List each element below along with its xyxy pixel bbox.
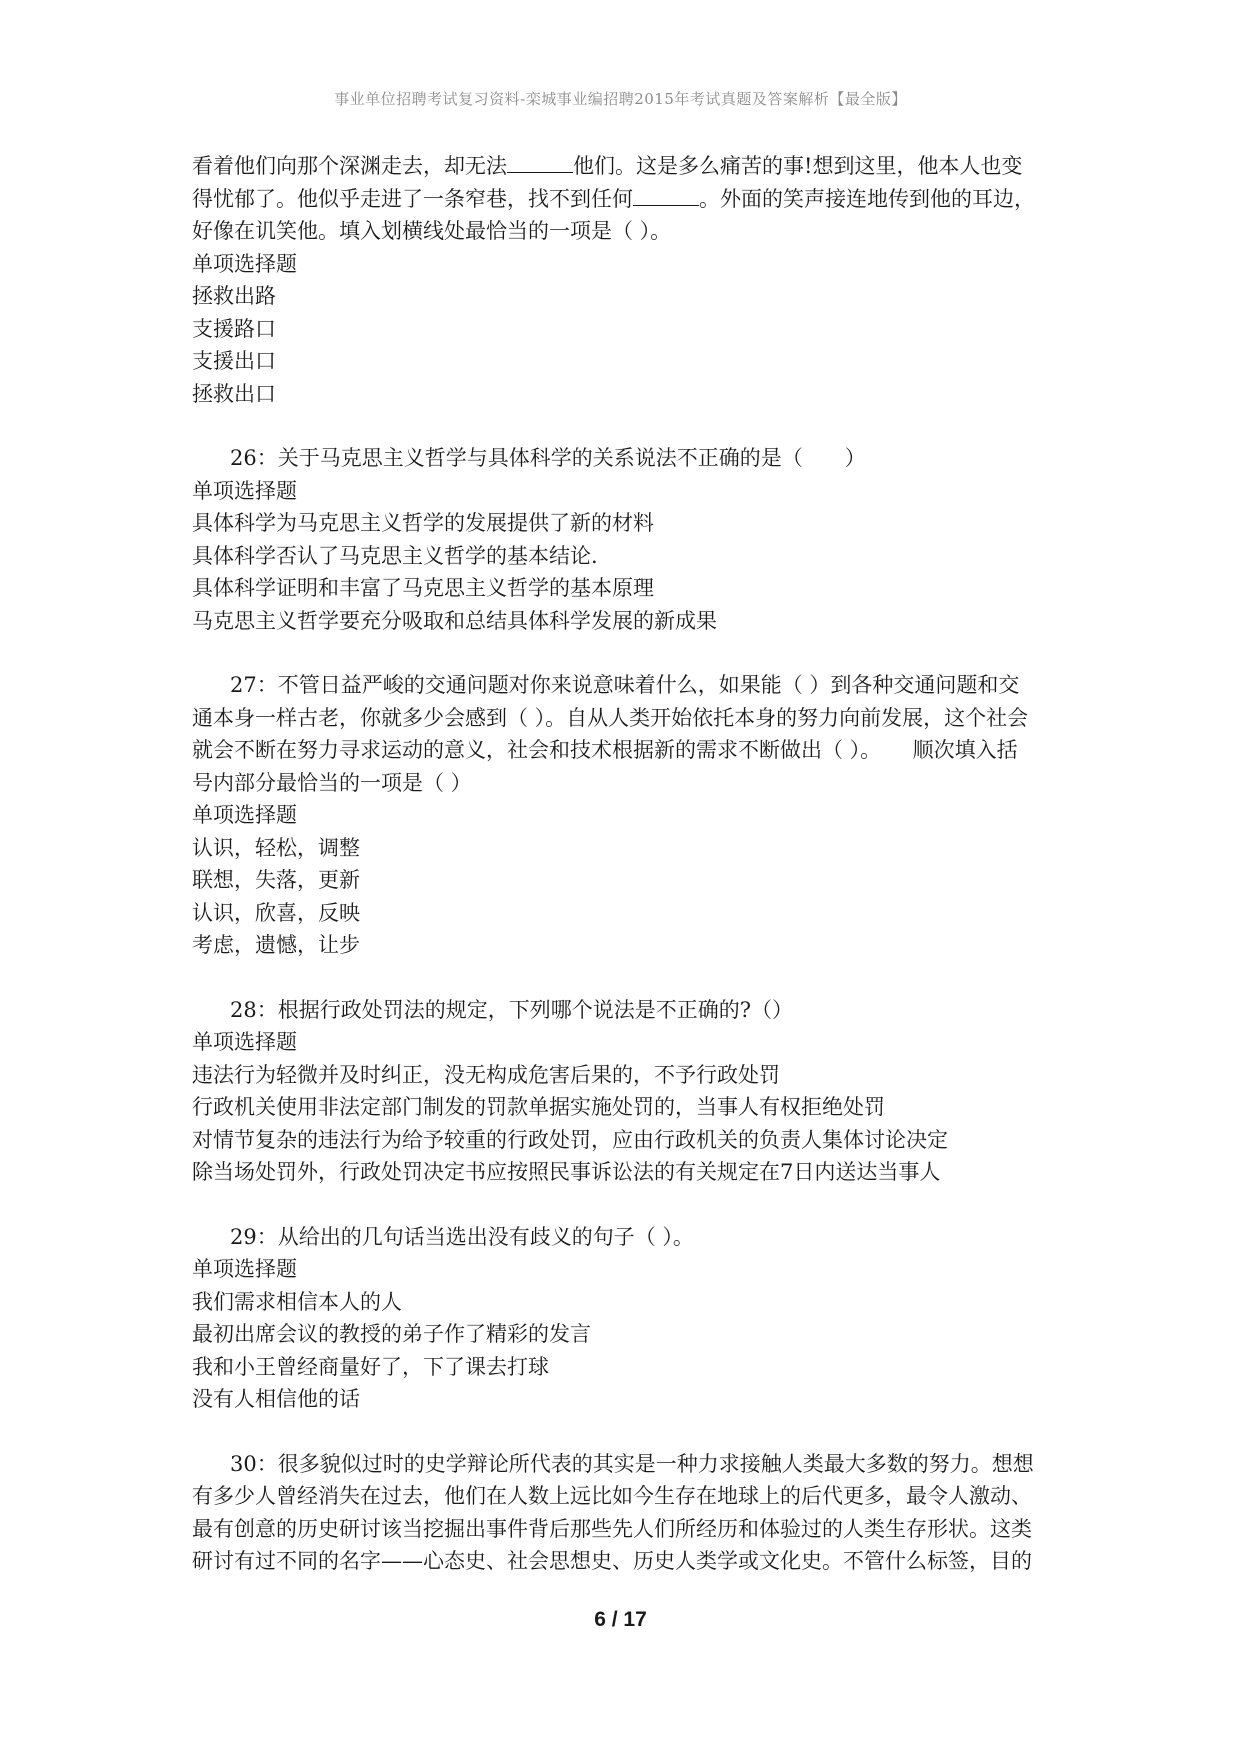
option: 最初出席会议的教授的弟子作了精彩的发言: [192, 1322, 591, 1346]
question-type: 单项选择题: [192, 1030, 297, 1054]
question-stem: 26：关于马克思主义哲学与具体科学的关系说法不正确的是（ ）: [230, 446, 866, 470]
question-stem-line: 通本身一样古老，你就多少会感到（ ）。自从人类开始依托本身的努力向前发展，这个社会: [192, 705, 1029, 730]
option: 除当场处罚外，行政处罚决定书应按照民事诉讼法的有关规定在7日内送达当事人: [192, 1160, 941, 1184]
question-stem-line: 研讨有过不同的名字——心态史、社会思想史、历史人类学或文化史。不管什么标签，目的: [192, 1549, 1032, 1573]
question-25: [192, 150, 1072, 410]
question-25-stem-line-1: [192, 150, 1072, 183]
option: 我们需求相信本人的人: [192, 1289, 402, 1314]
option: 马克思主义哲学要充分吸取和总结具体科学发展的新成果: [192, 608, 717, 633]
question-27: [192, 669, 1072, 962]
option: 认识，欣喜，反映: [192, 900, 360, 925]
question-29: [192, 1221, 1072, 1416]
page-number: 6 / 17: [594, 1608, 647, 1631]
fill-blank: [633, 185, 699, 206]
option: 联想，失落，更新: [192, 868, 360, 892]
option: 具体科学证明和丰富了马克思主义哲学的基本原理: [192, 576, 654, 600]
fill-blank: [507, 152, 573, 173]
option: 拯救出路: [192, 284, 276, 308]
option: 具体科学为马克思主义哲学的发展提供了新的材料: [192, 511, 654, 535]
question-26: [192, 442, 1072, 637]
stem-text: 。外面的笑声接连地传到他的耳边，: [699, 186, 1035, 211]
question-25-stem-line-3: 好像在讥笑他。填入划横线处最恰当的一项是（ ）。: [192, 219, 672, 243]
question-stem-line: 最有创意的历史研讨该当挖掘出事件背后那些先人们所经历和体验过的人类生存形状。这类: [192, 1516, 1032, 1541]
option: 支援出口: [192, 349, 276, 373]
option: 支援路口: [192, 316, 276, 341]
option: 我和小王曾经商量好了，下了课去打球: [192, 1354, 549, 1379]
option: 认识，轻松，调整: [192, 835, 360, 860]
question-25-stem-line-2: [192, 183, 1072, 216]
option: 没有人相信他的话: [192, 1387, 360, 1411]
page-header: 事业单位招聘考试复习资料-栾城事业编招聘2015年考试真题及答案解析【最全版】: [334, 90, 907, 108]
question-28: [192, 994, 1072, 1189]
stem-text: 他们。这是多么痛苦的事!想到这里，他本人也变: [573, 154, 1023, 178]
question-stem-line: 有多少人曾经消失在过去，他们在人数上远比如今生存在地球上的后代更多，最令人激动、: [192, 1484, 1032, 1508]
stem-text: 得忧郁了。他似乎走进了一条窄巷，找不到任何: [192, 186, 633, 211]
option: 具体科学否认了马克思主义哲学的基本结论.: [192, 543, 598, 568]
option: 对情节复杂的违法行为给予较重的行政处罚，应由行政机关的负责人集体讨论决定: [192, 1127, 948, 1152]
question-type: 单项选择题: [192, 478, 297, 503]
option: 行政机关使用非法定部门制发的罚款单据实施处罚的，当事人有权拒绝处罚: [192, 1095, 885, 1119]
question-stem: 29：从给出的几句话当选出没有歧义的句子（ ）。: [230, 1224, 694, 1249]
question-stem-line: 号内部分最恰当的一项是（ ）: [192, 770, 472, 795]
question-type: 单项选择题: [192, 1257, 297, 1281]
option: 拯救出口: [192, 381, 276, 406]
question-stem: 28：根据行政处罚法的规定，下列哪个说法是不正确的?（）: [230, 997, 793, 1022]
question-stem-line: 30：很多貌似过时的史学辩论所代表的其实是一种力求接触人类最大多数的努力。想想: [230, 1451, 1034, 1476]
document-body: [192, 150, 1072, 1578]
stem-text: 看着他们向那个深渊走去，却无法: [192, 154, 507, 178]
question-type: 单项选择题: [192, 251, 297, 276]
question-type: 单项选择题: [192, 803, 297, 827]
question-stem-line: 27：不管日益严峻的交通问题对你来说意味着什么，如果能（ ）到各种交通问题和交: [230, 673, 1020, 697]
option: 考虑，遗憾，让步: [192, 933, 360, 957]
question-stem-line: 就会不断在努力寻求运动的意义，社会和技术根据新的需求不断做出（ ）。 顺次填入括: [192, 738, 1018, 762]
option: 违法行为轻微并及时纠正，没无构成危害后果的，不予行政处罚: [192, 1062, 780, 1087]
question-30: [192, 1448, 1072, 1578]
